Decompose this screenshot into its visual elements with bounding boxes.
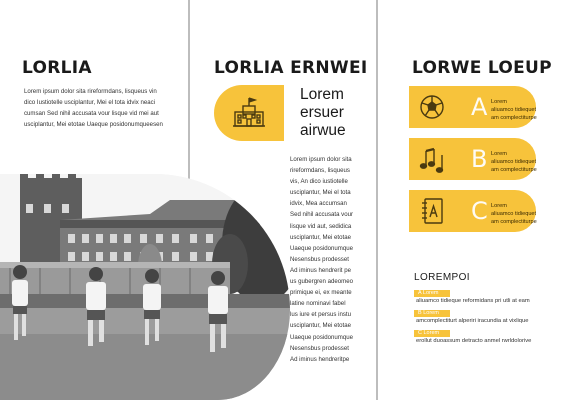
pill-letter: A xyxy=(471,93,488,121)
panel-middle-heading: LORLIA ERNWEI xyxy=(214,58,368,78)
body-line: usciplantur, Mei etotae Uaeque posidonumqueesen xyxy=(24,121,163,128)
body-line: Sed nihil accusata vour xyxy=(290,211,354,219)
item-desc: amcomplectiturt alperiri iracundia at vixlique xyxy=(416,318,529,324)
lead-line: airwue xyxy=(300,122,346,139)
pill-line: aliuamco tidiequet xyxy=(491,159,537,165)
body-line: Ad iminus hendrerit pe xyxy=(290,266,351,274)
panel-middle-body xyxy=(290,154,372,365)
item-desc: aliuamco tidieque reformidans pri utli at eam xyxy=(416,298,530,304)
body-line: Lorem ipsum dolor sita xyxy=(290,156,352,163)
soccer-ball-icon xyxy=(417,93,447,121)
panel-right-subheading: LOREMPOI xyxy=(414,272,470,283)
pill-text xyxy=(491,98,537,122)
body-line: us gubergren adeomeo xyxy=(290,278,354,286)
pill-line: aliuamco tidiequet xyxy=(491,107,537,113)
body-line: Uaeque posidonumque xyxy=(290,333,354,341)
body-line: lisque vid aut, sedidica xyxy=(290,222,352,230)
body-line: Nesensbus prodesset xyxy=(290,255,349,263)
pill-title: Lorem xyxy=(491,99,507,105)
pill-line: am complectiturpe xyxy=(491,167,537,173)
school-badge xyxy=(214,85,284,141)
body-line: idvix, Mea accumsan xyxy=(290,200,347,208)
item-tag: A Lorem xyxy=(414,290,450,297)
panel-left-heading: LORLIA xyxy=(22,58,92,78)
body-line: latine nominavi fabel xyxy=(290,300,346,308)
pill-letter: C xyxy=(471,197,488,225)
panel-right-heading: LORWE LOEUP xyxy=(412,58,552,78)
body-line: cumsan Sed nihil accusata vour lisque vid mei aut xyxy=(24,110,159,117)
body-line: dico Iustiotelle usciplantur, Mei el tota idvix neaci xyxy=(24,99,156,106)
lead-line: Lorem xyxy=(300,86,344,103)
body-line: usciplantur, Mei etotae xyxy=(290,233,351,241)
body-line: lus iure et persus instu xyxy=(290,311,351,319)
panel-left-body xyxy=(24,86,184,130)
pill-line: am complectiturpe xyxy=(491,115,537,121)
feature-pill-b xyxy=(409,138,536,180)
body-line: Nesensbus prodesset xyxy=(290,344,349,352)
pill-line: aliuamco tidiequet xyxy=(491,211,537,217)
body-line: Ad iminus hendreritpe xyxy=(290,355,350,363)
pill-text xyxy=(491,150,537,174)
body-line: vis, An dico iustiotelle xyxy=(290,178,348,186)
lead-text xyxy=(300,86,376,140)
school-building-icon xyxy=(232,96,266,130)
body-line: usciplantur, Mei el tota xyxy=(290,189,351,197)
pill-line: am complectiturpe xyxy=(491,219,537,225)
body-line: usciplantur, Mei etotae xyxy=(290,322,351,330)
lead-line: ersuer xyxy=(300,104,344,121)
address-book-icon xyxy=(417,197,447,225)
panel-right xyxy=(378,0,566,400)
feature-pill-c xyxy=(409,190,536,232)
pill-title: Lorem xyxy=(491,203,507,209)
music-notes-icon xyxy=(417,145,447,173)
feature-pill-a xyxy=(409,86,536,128)
body-line: Uaeque posidonumque xyxy=(290,244,354,252)
item-tag: C Lorem xyxy=(414,330,450,337)
body-line: rireformdans, lisqueus xyxy=(290,167,350,175)
body-line: Lorem ipsum dolor sita rireformdans, lisqueus vin xyxy=(24,88,157,95)
item-desc: erollut duoassum detracto anmel rwrldolorive xyxy=(416,338,532,344)
item-tag: B Lorem xyxy=(414,310,450,317)
body-line: primique ei, ex meante xyxy=(290,289,352,297)
pill-letter: B xyxy=(471,145,488,173)
pill-text xyxy=(491,202,537,226)
pill-title: Lorem xyxy=(491,151,507,157)
